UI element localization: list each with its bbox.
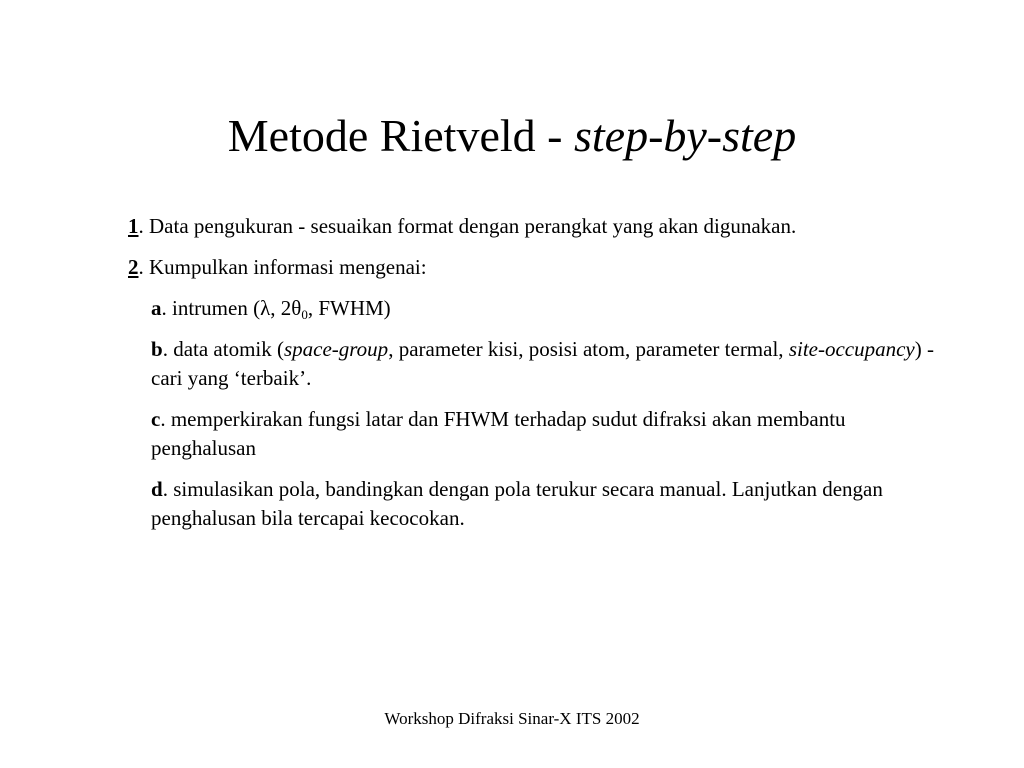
sub-item-text: , parameter kisi, posisi atom, parameter termal, bbox=[388, 337, 789, 361]
sub-item-text: , 2 bbox=[270, 296, 292, 320]
list-item-2 bbox=[128, 253, 948, 282]
sub-item-text: , FWHM) bbox=[307, 296, 391, 320]
lambda-symbol: λ bbox=[260, 296, 271, 320]
sub-item-label: b bbox=[151, 337, 163, 361]
sub-item-a bbox=[128, 294, 948, 323]
item-text: . Data pengukuran - sesuaikan format dengan perangkat yang akan digunakan. bbox=[138, 214, 797, 238]
item-text: . Kumpulkan informasi mengenai: bbox=[138, 255, 427, 279]
italic-term: site-occupancy bbox=[788, 337, 915, 361]
slide-title bbox=[0, 108, 1024, 164]
slide-body bbox=[128, 212, 948, 545]
theta-symbol: θ bbox=[291, 296, 302, 320]
sub-item-text: . simulasikan pola, bandingkan dengan pola terukur secara manual. Lanjutkan dengan penghalusan bila tercapai kecocokan. bbox=[151, 477, 883, 530]
theta-subscript: 0 bbox=[301, 307, 308, 322]
italic-term: space-group bbox=[283, 337, 389, 361]
item-number: 1 bbox=[128, 214, 139, 238]
sub-item-d bbox=[128, 475, 948, 533]
sub-item-text: ) - cari yang ‘terbaik’. bbox=[151, 337, 935, 390]
sub-item-label: c bbox=[151, 407, 161, 431]
sub-item-text: . intrumen ( bbox=[161, 296, 261, 320]
item-number: 2 bbox=[128, 255, 139, 279]
sub-item-label: a bbox=[151, 296, 162, 320]
sub-item-c bbox=[128, 405, 948, 463]
title-italic: step-by-step bbox=[573, 110, 797, 161]
title-main: Metode Rietveld - bbox=[227, 110, 574, 161]
slide-footer: Workshop Difraksi Sinar-X ITS 2002 bbox=[384, 709, 640, 728]
sub-item-text: . data atomik ( bbox=[162, 337, 284, 361]
sub-item-text: . memperkirakan fungsi latar dan FHWM terhadap sudut difraksi akan membantu penghalusan bbox=[151, 407, 846, 460]
list-item-1 bbox=[128, 212, 948, 241]
sub-item-label: d bbox=[151, 477, 163, 501]
sub-item-b bbox=[128, 335, 948, 393]
